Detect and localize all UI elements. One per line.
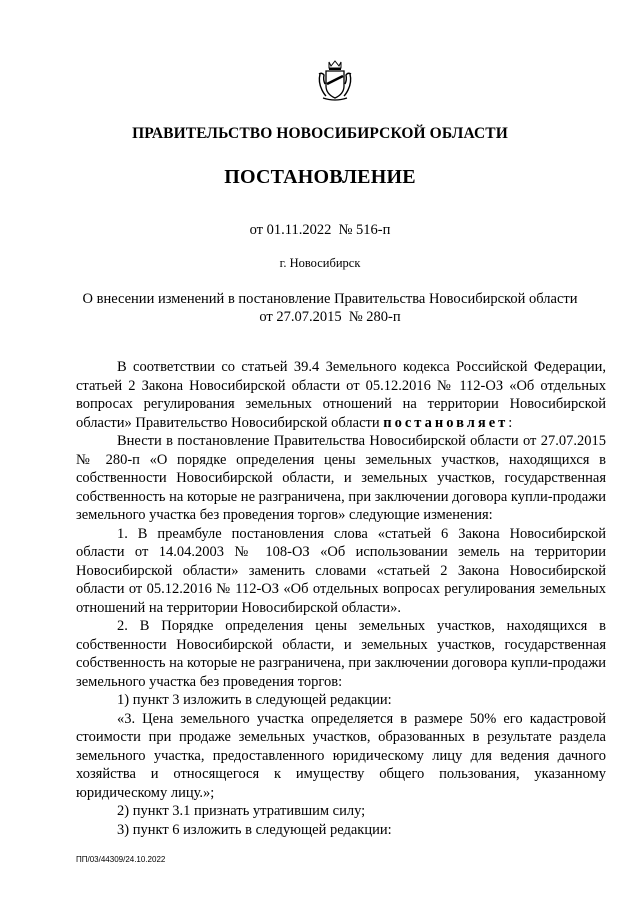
document-body [76, 358, 606, 839]
preamble-end: : [508, 414, 513, 431]
body-paragraph: «3. Цена земельного участка определяется в размере 50% его кадастровой стоимости при продаже земельных участков, образованных в результате раздела земельного участка, предоставленного юридическому лицу для ведения дачного хозяйства и относящегося к имуществу общего пользования, указанному юридическому лицу.»; [76, 710, 606, 801]
body-paragraph: 2. В Порядке определения цены земельных участков, находящихся в собственности Новосибирской области, и земельных участков, государственная собственность на которые не разграничена, при заключении договора купли-продажи земельного участка без проведения торгов: [76, 618, 607, 690]
document-subject [60, 290, 600, 326]
resolution-keyword: постановляет [383, 414, 509, 431]
body-paragraph: 3) пункт 6 изложить в следующей редакции: [117, 821, 392, 838]
body-paragraph: Внести в постановление Правительства Новосибирской области от 27.07.2015 № 280-п «О порядке определения цены земельных участков, находящихся в собственности Новосибирской области, и земельных участков, государственная собственность на которые не разграничена, при заключении договора купли-продажи земельного участка без проведения торгов» следующие изменения: [76, 433, 607, 523]
body-paragraph: 2) пункт 3.1 признать утратившим силу; [117, 803, 366, 819]
coat-of-arms-icon [317, 60, 353, 102]
preamble-text: В соответствии со статьей 39.4 Земельного кодекса Российской Федерации, статьей 2 Закона Новосибирской области от 05.12.2016 № 112-ОЗ «Об отдельных вопросах регулирования земельных отношений на территории Новосибирской области» Правительство Новосибирской области [76, 359, 606, 431]
document-code-footer: ПП/03/44309/24.10.2022 [76, 855, 166, 864]
body-paragraph: 1. В преамбуле постановления слова «статьей 6 Закона Новосибирской области от 14.04.2003 № 108-ОЗ «Об использовании земель на территории Новосибирской области» заменить словами «статьей 2 Закона Новосибирской области от 05.12.2016 № 112-ОЗ «Об отдельных вопросах регулирования земельных отношений на территории Новосибирской области». [76, 525, 606, 616]
document-type-title: ПОСТАНОВЛЕНИЕ [224, 166, 416, 188]
date-number-line: от 01.11.2022 № 516-п [249, 222, 391, 238]
subject-line-2: от 27.07.2015 № 280-п [259, 309, 401, 325]
subject-line-1: О внесении изменений в постановление Правительства Новосибирской области [82, 291, 578, 307]
city-line: г. Новосибирск [279, 256, 361, 270]
body-paragraph: 1) пункт 3 изложить в следующей редакции: [117, 692, 392, 708]
preamble-paragraph [76, 358, 606, 432]
organization-title: ПРАВИТЕЛЬСТВО НОВОСИБИРСКОЙ ОБЛАСТИ [132, 125, 508, 142]
